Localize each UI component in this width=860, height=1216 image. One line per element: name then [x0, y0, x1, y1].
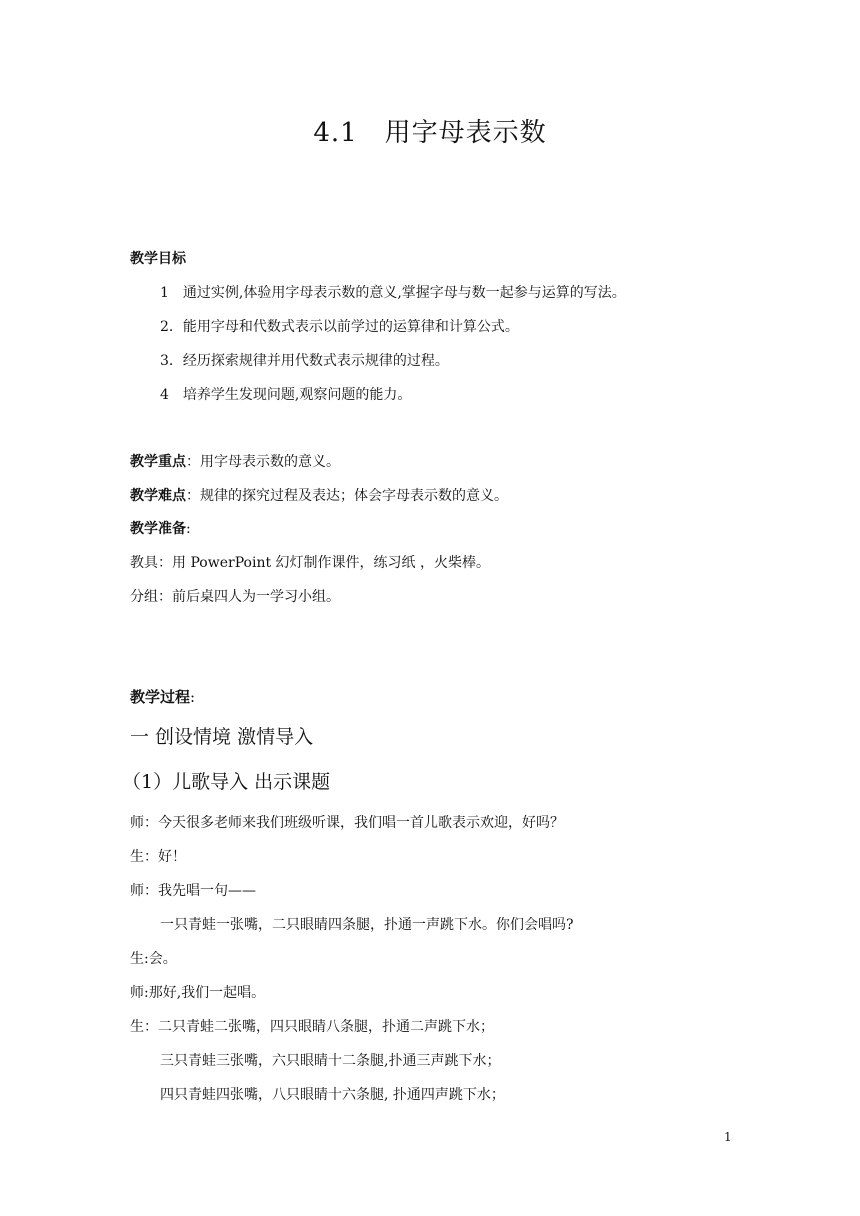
subsection-one-heading: （1）儿歌导入 出示课题	[122, 771, 331, 793]
dialogue-line-7: 生：二只青蛙二张嘴，四只眼睛八条腿，扑通二声跳下水；	[130, 1019, 494, 1035]
objective-item-2: 2．能用字母和代数式表示以前学过的运算律和计算公式。	[160, 319, 519, 335]
preparation-label: 教学准备	[130, 521, 186, 537]
objective-item-3: 3．经历探索规律并用代数式表示规律的过程。	[160, 353, 449, 369]
dialogue-line-5: 生:会。	[130, 951, 177, 967]
preparation-colon: :	[186, 521, 191, 537]
preparation-line	[130, 518, 191, 538]
difficult-points-text: ：规律的探究过程及表达；体会字母表示数的意义。	[186, 488, 508, 504]
preparation-groups: 分组：前后桌四人为一学习小组。	[130, 589, 340, 605]
dialogue-line-2: 生：好！	[130, 849, 186, 865]
dialogue-line-3: 师：我先唱一句——	[130, 883, 256, 899]
document-title: 4.1 用字母表示数	[313, 118, 547, 148]
key-points-line	[130, 451, 340, 471]
dialogue-line-1: 师：今天很多老师来我们班级听课，我们唱一首儿歌表示欢迎，好吗？	[130, 815, 564, 831]
process-line	[130, 686, 195, 707]
objective-item-4: 4 培养学生发现问题,观察问题的能力。	[160, 387, 412, 403]
section-one-heading: 一 创设情境 激情导入	[130, 726, 314, 748]
dialogue-line-9: 四只青蛙四张嘴，八只眼睛十六条腿, 扑通四声跳下水；	[160, 1087, 505, 1103]
process-colon: :	[190, 688, 196, 706]
difficult-points-label: 教学难点	[130, 488, 186, 504]
preparation-tools: 教具：用 PowerPoint 幻灯制作课件，练习纸 ，火柴棒。	[130, 555, 490, 571]
dialogue-line-4: 一只青蛙一张嘴，二只眼睛四条腿，扑通一声跳下水。你们会唱吗?	[160, 917, 574, 933]
objective-item-1: 1 通过实例,体验用字母表示数的意义,掌握字母与数一起参与运算的写法。	[160, 285, 626, 301]
page-number: 1	[724, 1130, 732, 1144]
dialogue-line-8: 三只青蛙三张嘴，六只眼睛十二条腿,扑通三声跳下水；	[160, 1053, 501, 1069]
key-points-text: ：用字母表示数的意义。	[186, 454, 340, 470]
key-points-label: 教学重点	[130, 454, 186, 470]
dialogue-line-6: 师:那好,我们一起唱。	[130, 985, 266, 1001]
objectives-heading: 教学目标	[130, 251, 186, 267]
process-label: 教学过程	[130, 688, 191, 706]
difficult-points-line	[130, 485, 508, 505]
